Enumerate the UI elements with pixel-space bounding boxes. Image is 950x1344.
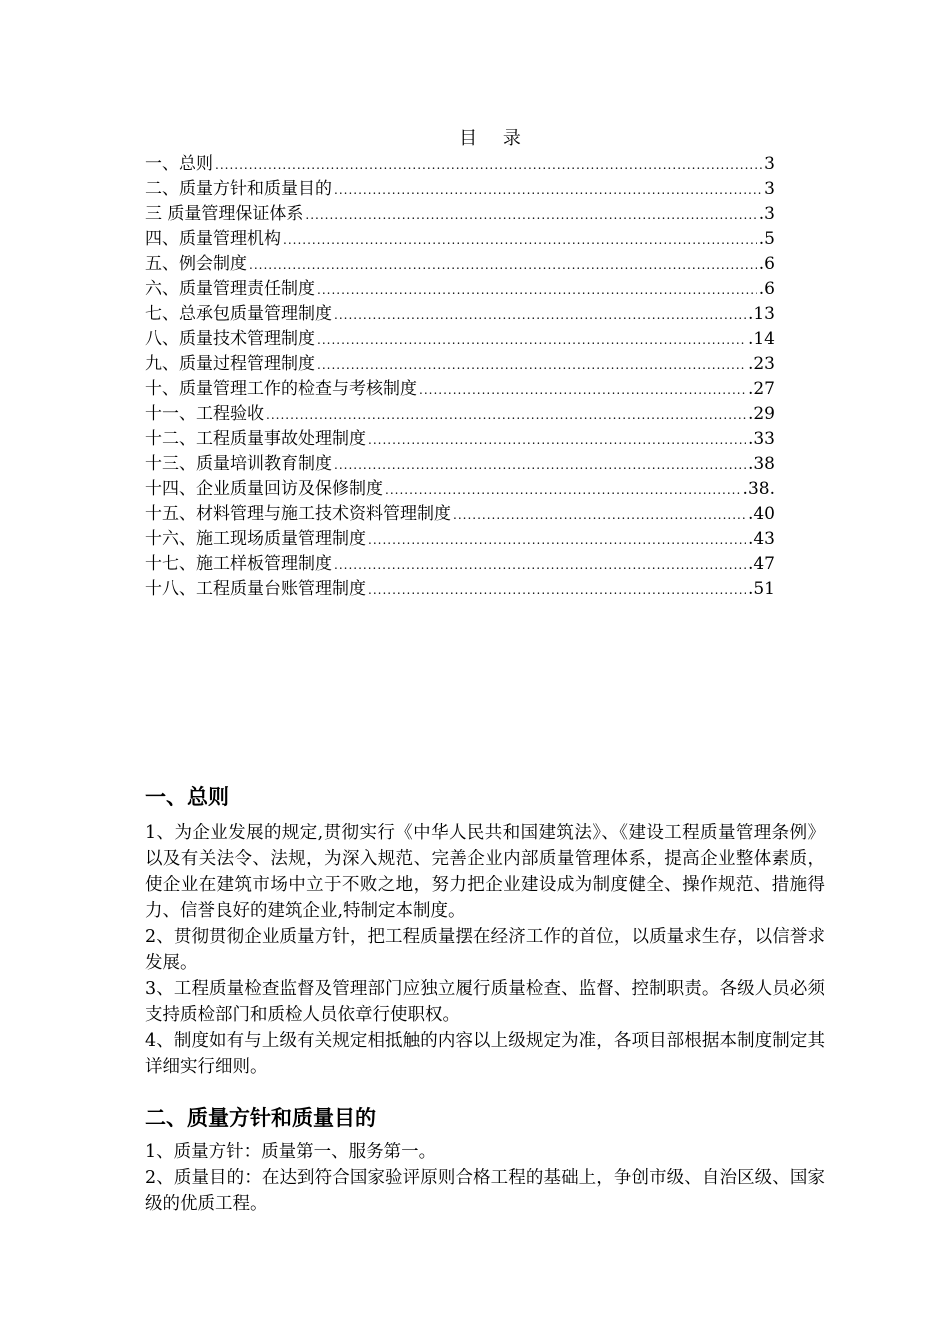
toc-leader-dots: [368, 533, 746, 547]
toc-leader-dots: [305, 208, 756, 222]
toc-leader-dots: [334, 308, 746, 322]
toc-entry[interactable]: [145, 474, 775, 499]
toc-entry[interactable]: [145, 424, 775, 449]
toc-entry-page: .27: [747, 379, 775, 399]
paragraph: 2、质量目的：在达到符合国家验评原则合格工程的基础上，争创市级、自治区级、国家级的优质工程。: [145, 1168, 825, 1214]
toc-entry-label: 十、质量管理工作的检查与考核制度: [145, 379, 417, 399]
toc-entry[interactable]: [145, 274, 775, 299]
toc-entry-page: .47: [747, 554, 775, 574]
toc-leader-dots: [317, 333, 746, 347]
table-of-contents: [145, 149, 775, 599]
toc-entry-label: 五、例会制度: [145, 254, 247, 274]
toc-entry[interactable]: [145, 399, 775, 424]
toc-entry[interactable]: [145, 299, 775, 324]
toc-entry-label: 十四、企业质量回访及保修制度: [145, 479, 383, 499]
toc-leader-dots: [334, 183, 762, 197]
toc-entry[interactable]: [145, 524, 775, 549]
toc-leader-dots: [385, 483, 741, 497]
paragraph: 4、制度如有与上级有关规定相抵触的内容以上级规定为准，各项目部根据本制度制定其详细实行细则。: [145, 1031, 825, 1077]
toc-leader-dots: [368, 433, 746, 447]
toc-entry-page: .13: [747, 304, 775, 324]
toc-entry-label: 一、总则: [145, 154, 213, 174]
paragraph: 1、为企业发展的规定,贯彻实行《中华人民共和国建筑法》、《建设工程质量管理条例》以及有关法令、法规，为深入规范、完善企业内部质量管理体系，提高企业整体素质，使企业在建筑市场中立于不败之地，努力把企业建设成为制度健全、操作规范、措施得力、信誉良好的建筑企业,特制定本制度。: [145, 823, 825, 921]
toc-leader-dots: [317, 283, 757, 297]
toc-entry-label: 十五、材料管理与施工技术资料管理制度: [145, 504, 451, 524]
toc-entry[interactable]: [145, 449, 775, 474]
toc-entry-label: 二、质量方针和质量目的: [145, 179, 332, 199]
toc-entry[interactable]: [145, 374, 775, 399]
toc-leader-dots: [334, 458, 746, 472]
toc-entry-page: .23: [747, 354, 775, 374]
toc-entry-page: .6: [758, 254, 775, 274]
section-quality-policy: [145, 1103, 825, 1217]
toc-leader-dots: [368, 583, 746, 597]
toc-entry-page: .38: [747, 454, 775, 474]
paragraph: 2、贯彻贯彻企业质量方针，把工程质量摆在经济工作的首位，以质量求生存，以信誉求发展。: [145, 927, 825, 973]
toc-entry-label: 六、质量管理责任制度: [145, 279, 315, 299]
toc-leader-dots: [453, 508, 746, 522]
toc-leader-dots: [317, 358, 746, 372]
toc-leader-dots: [249, 258, 757, 272]
toc-leader-dots: [419, 383, 746, 397]
toc-leader-dots: [334, 558, 746, 572]
toc-entry-page: 3: [764, 179, 775, 199]
section-heading: 二、质量方针和质量目的: [145, 1106, 376, 1130]
toc-entry-page: .29: [747, 404, 775, 424]
toc-entry[interactable]: [145, 249, 775, 274]
toc-entry-page: .40: [747, 504, 775, 524]
toc-entry-page: .33: [747, 429, 775, 449]
toc-entry[interactable]: [145, 199, 775, 224]
toc-entry[interactable]: [145, 549, 775, 574]
toc-leader-dots: [266, 408, 746, 422]
toc-title: 目 录: [459, 128, 531, 149]
paragraph: 1、质量方针：质量第一、服务第一。: [145, 1142, 437, 1162]
toc-entry-page: 3: [764, 154, 775, 174]
toc-entry[interactable]: [145, 574, 775, 599]
toc-entry-label: 三 质量管理保证体系: [145, 204, 304, 224]
toc-entry-label: 十八、工程质量台账管理制度: [145, 579, 366, 599]
toc-entry[interactable]: [145, 499, 775, 524]
toc-entry-page: .6: [758, 279, 775, 299]
paragraph: 3、工程质量检查监督及管理部门应独立履行质量检查、监督、控制职责。各级人员必须支持质检部门和质检人员依章行使职权。: [145, 979, 825, 1025]
toc-entry-page: .14: [747, 329, 775, 349]
toc-entry[interactable]: [145, 324, 775, 349]
toc-entry[interactable]: [145, 224, 775, 249]
toc-entry-page: .43: [747, 529, 775, 549]
toc-entry-page: .3: [758, 204, 775, 224]
toc-entry-label: 十一、工程验收: [145, 404, 264, 424]
toc-entry-page: .5: [758, 229, 775, 249]
toc-leader-dots: [215, 158, 762, 172]
toc-entry-label: 十二、工程质量事故处理制度: [145, 429, 366, 449]
toc-entry[interactable]: [145, 149, 775, 174]
toc-entry-label: 十六、施工现场质量管理制度: [145, 529, 366, 549]
toc-entry-label: 八、质量技术管理制度: [145, 329, 315, 349]
toc-entry-label: 七、总承包质量管理制度: [145, 304, 332, 324]
toc-entry-label: 九、质量过程管理制度: [145, 354, 315, 374]
toc-entry-page: .51: [747, 579, 775, 599]
toc-entry[interactable]: [145, 174, 775, 199]
toc-entry[interactable]: [145, 349, 775, 374]
toc-entry-label: 四、质量管理机构: [145, 229, 281, 249]
section-general: [145, 782, 825, 1080]
section-heading: 一、总则: [145, 785, 229, 809]
toc-leader-dots: [283, 233, 757, 247]
toc-entry-label: 十七、施工样板管理制度: [145, 554, 332, 574]
toc-entry-page: .38.: [742, 479, 775, 499]
toc-entry-label: 十三、质量培训教育制度: [145, 454, 332, 474]
